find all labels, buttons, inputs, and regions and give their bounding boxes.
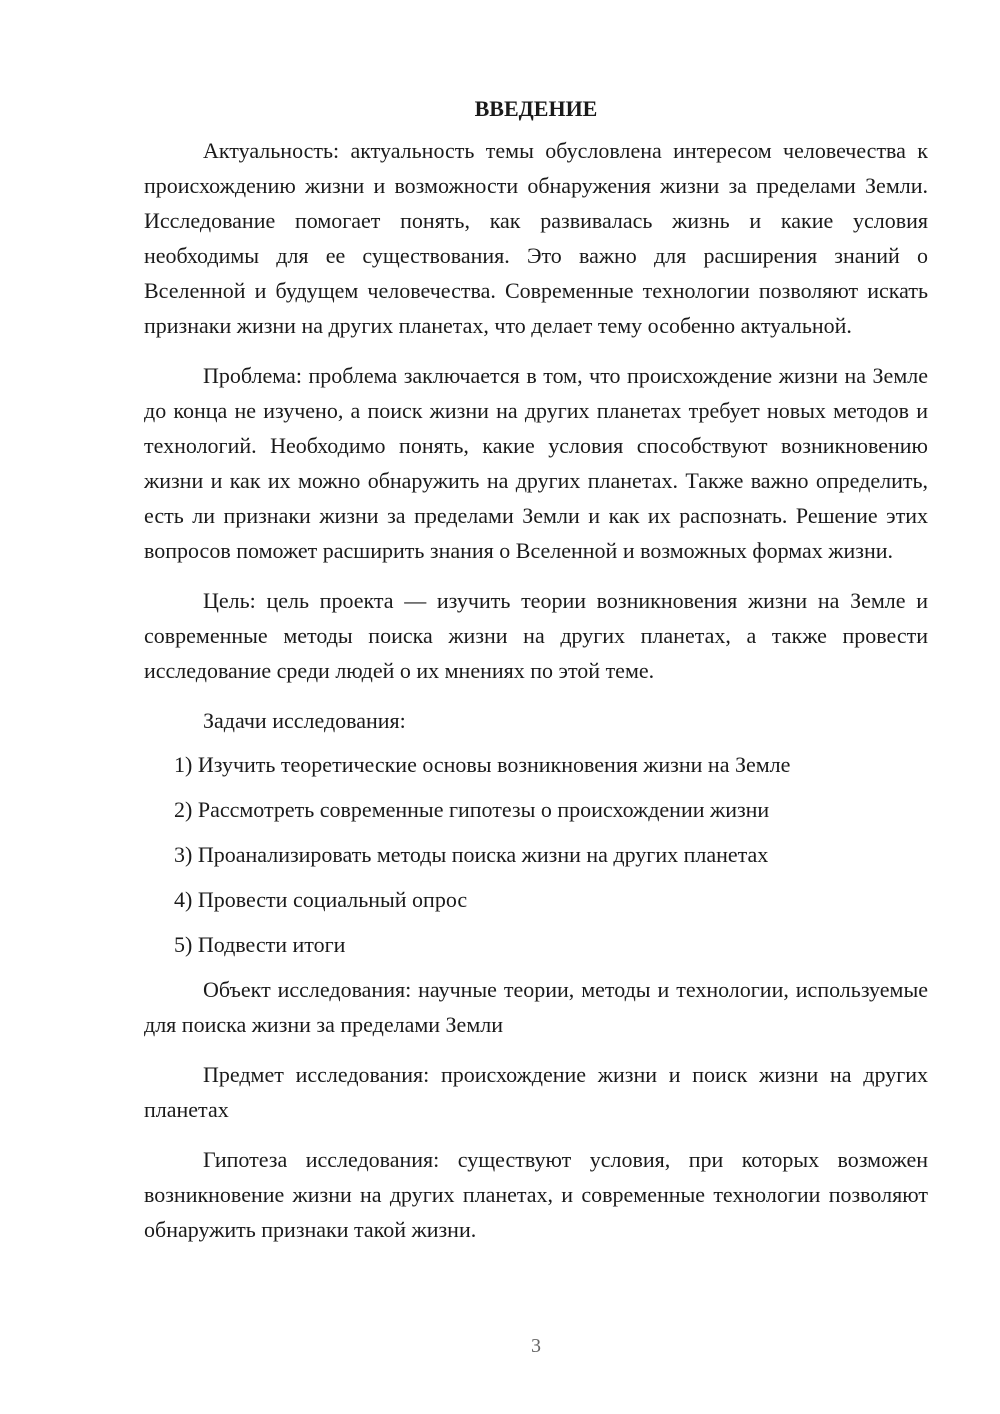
task-number: 2) [174,797,193,822]
task-item [144,792,928,827]
page-number: 3 [531,1335,541,1357]
page-content [144,94,928,1262]
task-text: Проанализировать методы поиска жизни на других планетах [197,842,769,867]
section-title: ВВЕДЕНИЕ [474,96,598,121]
task-number: 1) [174,752,193,777]
task-number: 5) [174,932,193,957]
paragraph-problem: Проблема: проблема заключается в том, что происхождение жизни на Земле до конца не изучено, а поиск жизни на других планетах требует новых методов и технологий. Необходимо понять, какие условия способствуют возникновению жизни и как их можно обнаружить на других планетах. Также важно определить, есть ли признаки жизни за пределами Земли и как их распознать. Решение этих вопросов поможет расширить знания о Вселенной и возможных формах жизни. [144,363,928,563]
task-number: 4) [174,887,193,912]
task-text: Изучить теоретические основы возникновения жизни на Земле [197,752,791,777]
task-item [144,747,928,782]
task-item [144,927,928,962]
task-list [144,747,928,962]
task-text: Рассмотреть современные гипотезы о происхождении жизни [197,797,770,822]
tasks-heading: Задачи исследования: [203,708,406,733]
paragraph-subject: Предмет исследования: происхождение жизни и поиск жизни на других планетах [144,1062,928,1122]
paragraph-object: Объект исследования: научные теории, методы и технологии, используемые для поиска жизни за пределами Земли [144,977,928,1037]
paragraph-relevance: Актуальность: актуальность темы обусловлена интересом человечества к происхождению жизни и возможности обнаружения жизни за пределами Земли. Исследование помогает понять, как развивалась жизнь и какие условия необходимы для ее существования. Это важно для расширения знаний о Вселенной и будущем человечества. Современные технологии позволяют искать признаки жизни на других планетах, что делает тему особенно актуальной. [144,138,928,338]
task-text: Провести социальный опрос [197,887,468,912]
task-number: 3) [174,842,193,867]
task-text: Подвести итоги [197,932,346,957]
task-item [144,882,928,917]
paragraph-hypothesis: Гипотеза исследования: существуют условия, при которых возможен возникновение жизни на других планетах, и современные технологии позволяют обнаружить признаки такой жизни. [144,1147,928,1242]
paragraph-goal: Цель: цель проекта — изучить теории возникновения жизни на Земле и современные методы поиска жизни на других планетах, а также провести исследование среди людей о их мнениях по этой теме. [144,588,928,683]
task-item [144,837,928,872]
